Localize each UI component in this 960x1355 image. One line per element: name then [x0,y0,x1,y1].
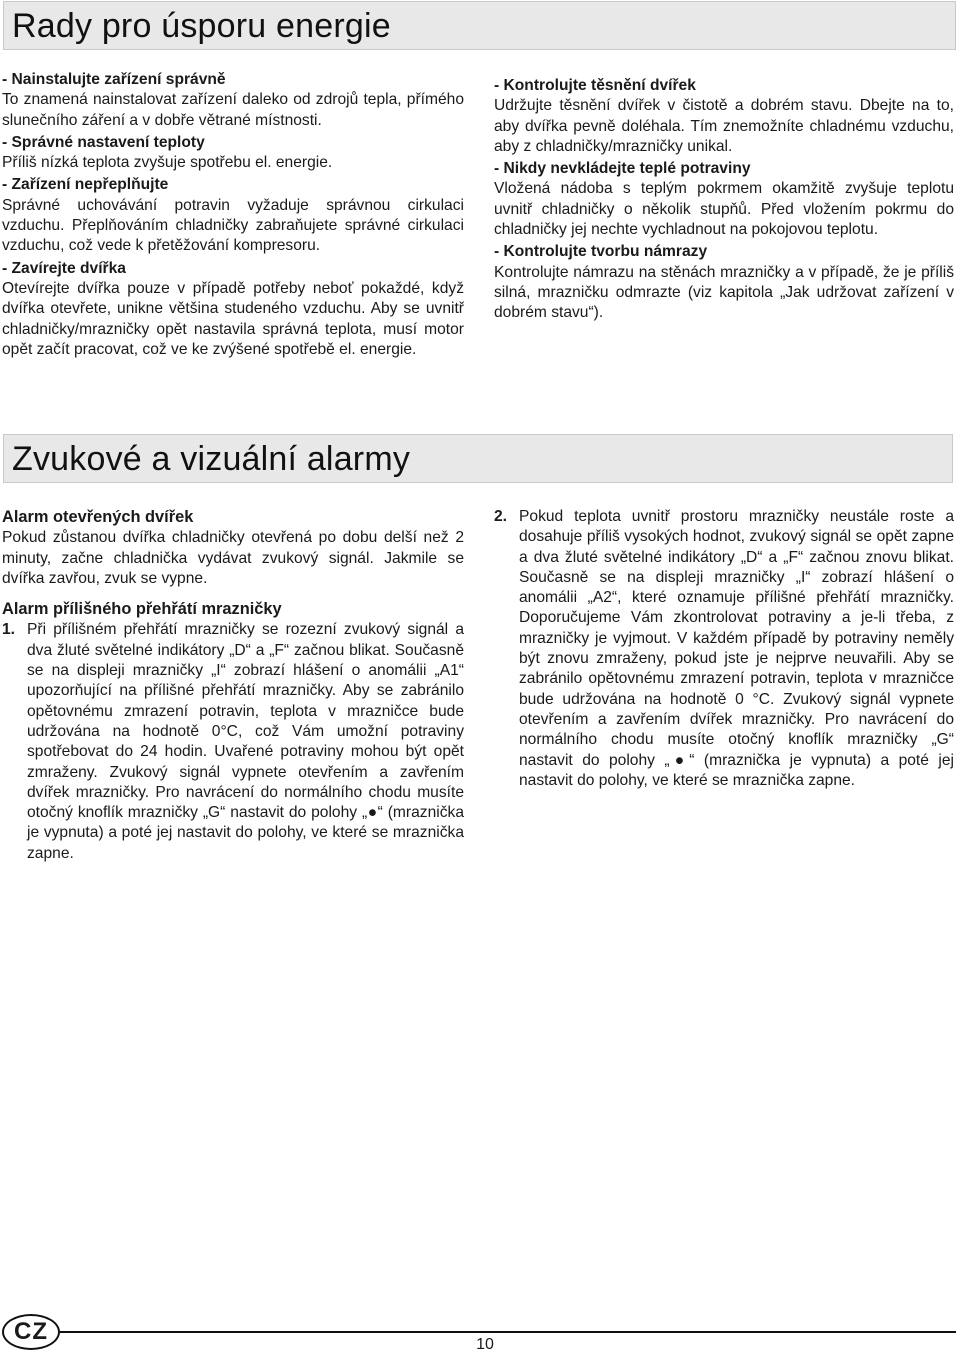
tip-text: To znamená nainstalovat zařízení daleko od zdrojů tepla, přímého slunečního záření a v dobře větrané místnosti. [2,91,464,129]
tip-text: Kontrolujte námrazu na stěnách mrazničky a v případě, že je příliš silná, mrazničku odmrazte (viz kapitola „Jak udržovat zařízení v dobrém stavu“). [494,263,954,322]
tip-install [2,70,464,131]
alarm-door-text: Pokud zůstanou dvířka chladničky otevřená po dobu delší než 2 minuty, začne chladnička vydávat zvukový signál. Jakmile se dvířka zavřou, zvuk se vypne. [2,529,464,587]
section-title: Zvukové a vizuální alarmy [12,440,411,478]
tip-close-door [2,259,464,360]
alarm-door-heading: Alarm otevřených dvířek [2,508,194,526]
footer-divider [60,1331,956,1333]
alarm-overheat-heading: Alarm přílišného přehřátí mrazničky [2,600,282,619]
tips-right-column [494,76,954,326]
alarms-left-column [2,507,464,864]
tip-warm-food [494,159,954,240]
tip-text: Správné uchovávání potravin vyžaduje správnou cirkulaci vzduchu. Přeplňováním chladničky zabraňujete správné cirkulaci vzduchu, což vede k přetěžování kompresoru. [2,196,464,255]
item-text: Při přílišném přehřátí mrazničky se rozezní zvukový signál a dva žluté světelné indikátory „D“ a „F“ začnou blikat. Současně se na displeji mrazničky „I“ zobrazí hlášení o anomálii „A1“ upozorňující na přílišné přehřátí mrazničky. Aby se zabránilo opětovnému zmrazení potravin, teplota v mrazničce bude udržována na hodnotě 0°C, což Vám umožní potraviny spotřebovat do 24 hodin. Uvařené potraviny mohou být opět zmraženy. Zvukový signál vypnete otevřením a zavřením dvířek mrazničky. Pro navrácení do normálního chodu musíte otočný knoflík mrazničky „G“ nastavit do polohy „●“ (mraznička je vypnuta) a poté jej nastavit do polohy, ve které se mraznička zapne. [27,621,464,862]
tip-seal [494,76,954,157]
language-badge: CZ [2,1314,60,1350]
item-text: Pokud teplota uvnitř prostoru mrazničky neustále roste a dosahuje příliš vysokých hodnot, zvukový signál se opět zapne a dva žluté světelné indikátory „D“ a „F“ začnou znovu blikat. Současně se na displeji mrazničky „I“ zobrazí hlášení o anomálii „A2“, které oznamuje přílišné přehřátí mrazničky. Doporučujeme Vám zkontrolovat potraviny a je-li třeba, z mrazničky je vyjmout. V každém případě by potraviny neměly být znovu zmraženy, pokud jste je nejprve neuvařili. Aby se zabránilo opětovnému zmrazení potravin, teplota v mrazničce bude udržována na hodnotě 0 °C. Zvukový signál vypnete otevřením a zavřením dvířek mrazničky. Pro navrácení do normálního chodu musíte otočný knoflík mrazničky „G“ nastavit do polohy „●“ (mraznička je vypnuta) a poté jej nastavit do polohy, ve které se mraznička zapne. [519,508,954,789]
tip-heading: - Kontrolujte tvorbu námrazy [494,243,708,261]
page-number: 10 [476,1336,494,1353]
tip-text: Vložená nádoba s teplým pokrmem okamžitě zvyšuje teplotu uvnitř chladničky o několik stupňů. Před vložením pokrmu do chladničky jej nechte vychladnout na pokojovou teplotu. [494,180,954,239]
tip-text: Udržujte těsnění dvířek v čistotě a dobrém stavu. Dbejte na to, aby dvířka pevně doléhala. Tím znemožníte chladnému vzduchu, aby z chladničky/mrazničky unikal. [494,97,954,155]
tip-heading: - Zařízení nepřeplňujte [2,176,169,194]
tip-heading: - Nikdy nevkládejte teplé potraviny [494,160,751,178]
item-number: 1. [2,621,16,639]
tip-text: Příliš nízká teplota zvyšuje spotřebu el. energie. [2,154,333,172]
tip-frost [494,242,954,323]
tip-heading: - Nainstalujte zařízení správně [2,71,226,88]
tip-text: Otevírejte dvířka pouze v případě potřeby neboť pokaždé, když dvířka otevřete, unikne většina studeného vzduchu. Aby se uvnitř chladničky/mrazničky opět nastavila správná teplota, musí motor opět začít pracovat, což ve ke zvýšené spotřebě el. energie. [2,279,464,358]
title-banner-energy [3,1,956,50]
tip-temperature [2,133,464,174]
item-number: 2. [494,508,508,525]
alarm-overheat-item-2 [494,507,954,791]
alarm-overheat-item-1 [2,620,464,864]
alarms-right-column [494,507,954,791]
tip-heading: - Správné nastavení teploty [2,133,205,151]
page-title: Rady pro úsporu energie [12,7,391,45]
tip-heading: - Zavírejte dvířka [2,259,126,277]
tip-overfill [2,175,464,256]
tip-heading: - Kontrolujte těsnění dvířek [494,77,696,94]
title-banner-alarms [3,434,953,483]
tips-left-column [2,70,464,362]
